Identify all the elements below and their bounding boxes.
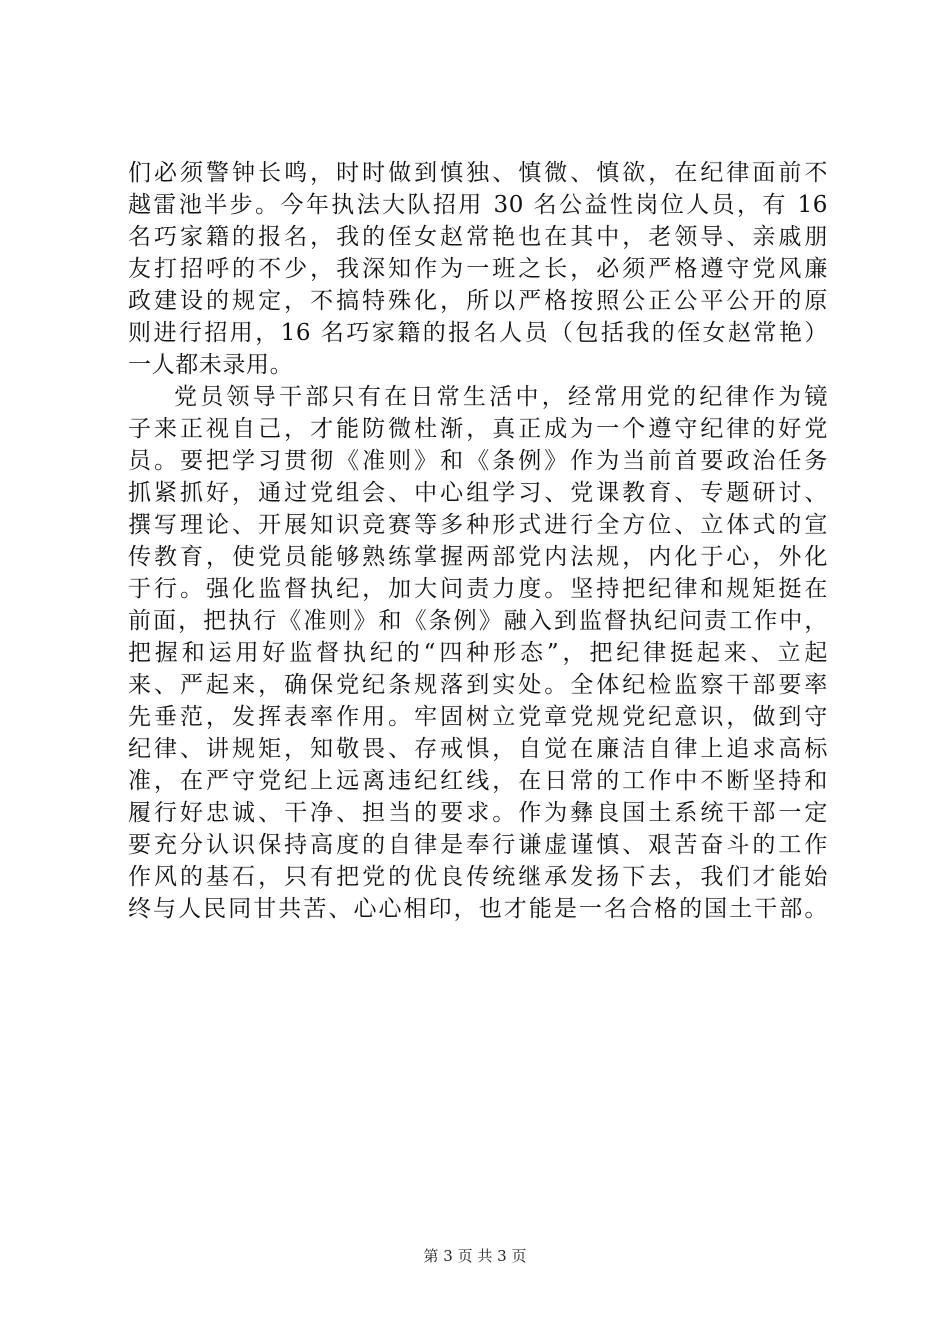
text-line: 一人都未录用。 — [128, 352, 294, 378]
paragraph-first-line: 党员领导干部只有在日常生活中，经常用党的纪律作为镜 — [174, 384, 828, 410]
text-line: 传教育，使党员能够熟练掌握两部党内法规，内化于心，外化 — [128, 544, 828, 570]
text-line: 作风的基石，只有把党的优良传统继承发扬下去，我们才能始 — [128, 864, 828, 890]
text-line: 则进行招用，16 名巧家籍的报名人员（包括我的侄女赵常艳） — [128, 320, 828, 346]
text-line: 前面，把执行《准则》和《条例》融入到监督执纪问责工作中， — [128, 608, 828, 634]
page-footer: 第 3 页 共 3 页 — [423, 1247, 527, 1265]
text-line: 子来正视自己，才能防微杜渐，真正成为一个遵守纪律的好党 — [128, 416, 828, 442]
text-line: 们必须警钟长鸣，时时做到慎独、慎微、慎欲，在纪律面前不 — [128, 160, 828, 186]
text-line: 准，在严守党纪上远离违纪红线，在日常的工作中不断坚持和 — [128, 768, 828, 794]
text-line: 把握和运用好监督执纪的“四种形态”，把纪律挺起来、立起 — [128, 640, 828, 666]
text-line: 于行。强化监督执纪，加大问责力度。坚持把纪律和规矩挺在 — [128, 576, 828, 602]
text-line: 撰写理论、开展知识竞赛等多种形式进行全方位、立体式的宣 — [128, 512, 828, 538]
text-line: 先垂范，发挥表率作用。牢固树立党章党规党纪意识，做到守 — [128, 704, 828, 730]
text-line: 终与人民同甘共苦、心心相印，也才能是一名合格的国土干部。 — [128, 896, 828, 922]
text-line: 要充分认识保持高度的自律是奉行谦虚谨慎、艰苦奋斗的工作 — [128, 832, 828, 858]
text-line: 员。要把学习贯彻《准则》和《条例》作为当前首要政治任务 — [128, 448, 828, 474]
text-line: 友打招呼的不少，我深知作为一班之长，必须严格遵守党风廉 — [128, 256, 828, 282]
text-line: 抓紧抓好，通过党组会、中心组学习、党课教育、专题研讨、 — [128, 480, 828, 506]
text-line: 政建设的规定，不搞特殊化，所以严格按照公正公平公开的原 — [128, 288, 828, 314]
text-line: 名巧家籍的报名，我的侄女赵常艳也在其中，老领导、亲戚朋 — [128, 224, 828, 250]
text-line: 越雷池半步。今年执法大队招用 30 名公益性岗位人员，有 16 — [128, 192, 828, 218]
text-line: 来、严起来，确保党纪条规落到实处。全体纪检监察干部要率 — [128, 672, 828, 698]
text-line: 履行好忠诚、干净、担当的要求。作为彝良国土系统干部一定 — [128, 800, 828, 826]
body-text — [128, 157, 828, 925]
text-line: 纪律、讲规矩，知敬畏、存戒惧，自觉在廉洁自律上追求高标 — [128, 736, 828, 762]
